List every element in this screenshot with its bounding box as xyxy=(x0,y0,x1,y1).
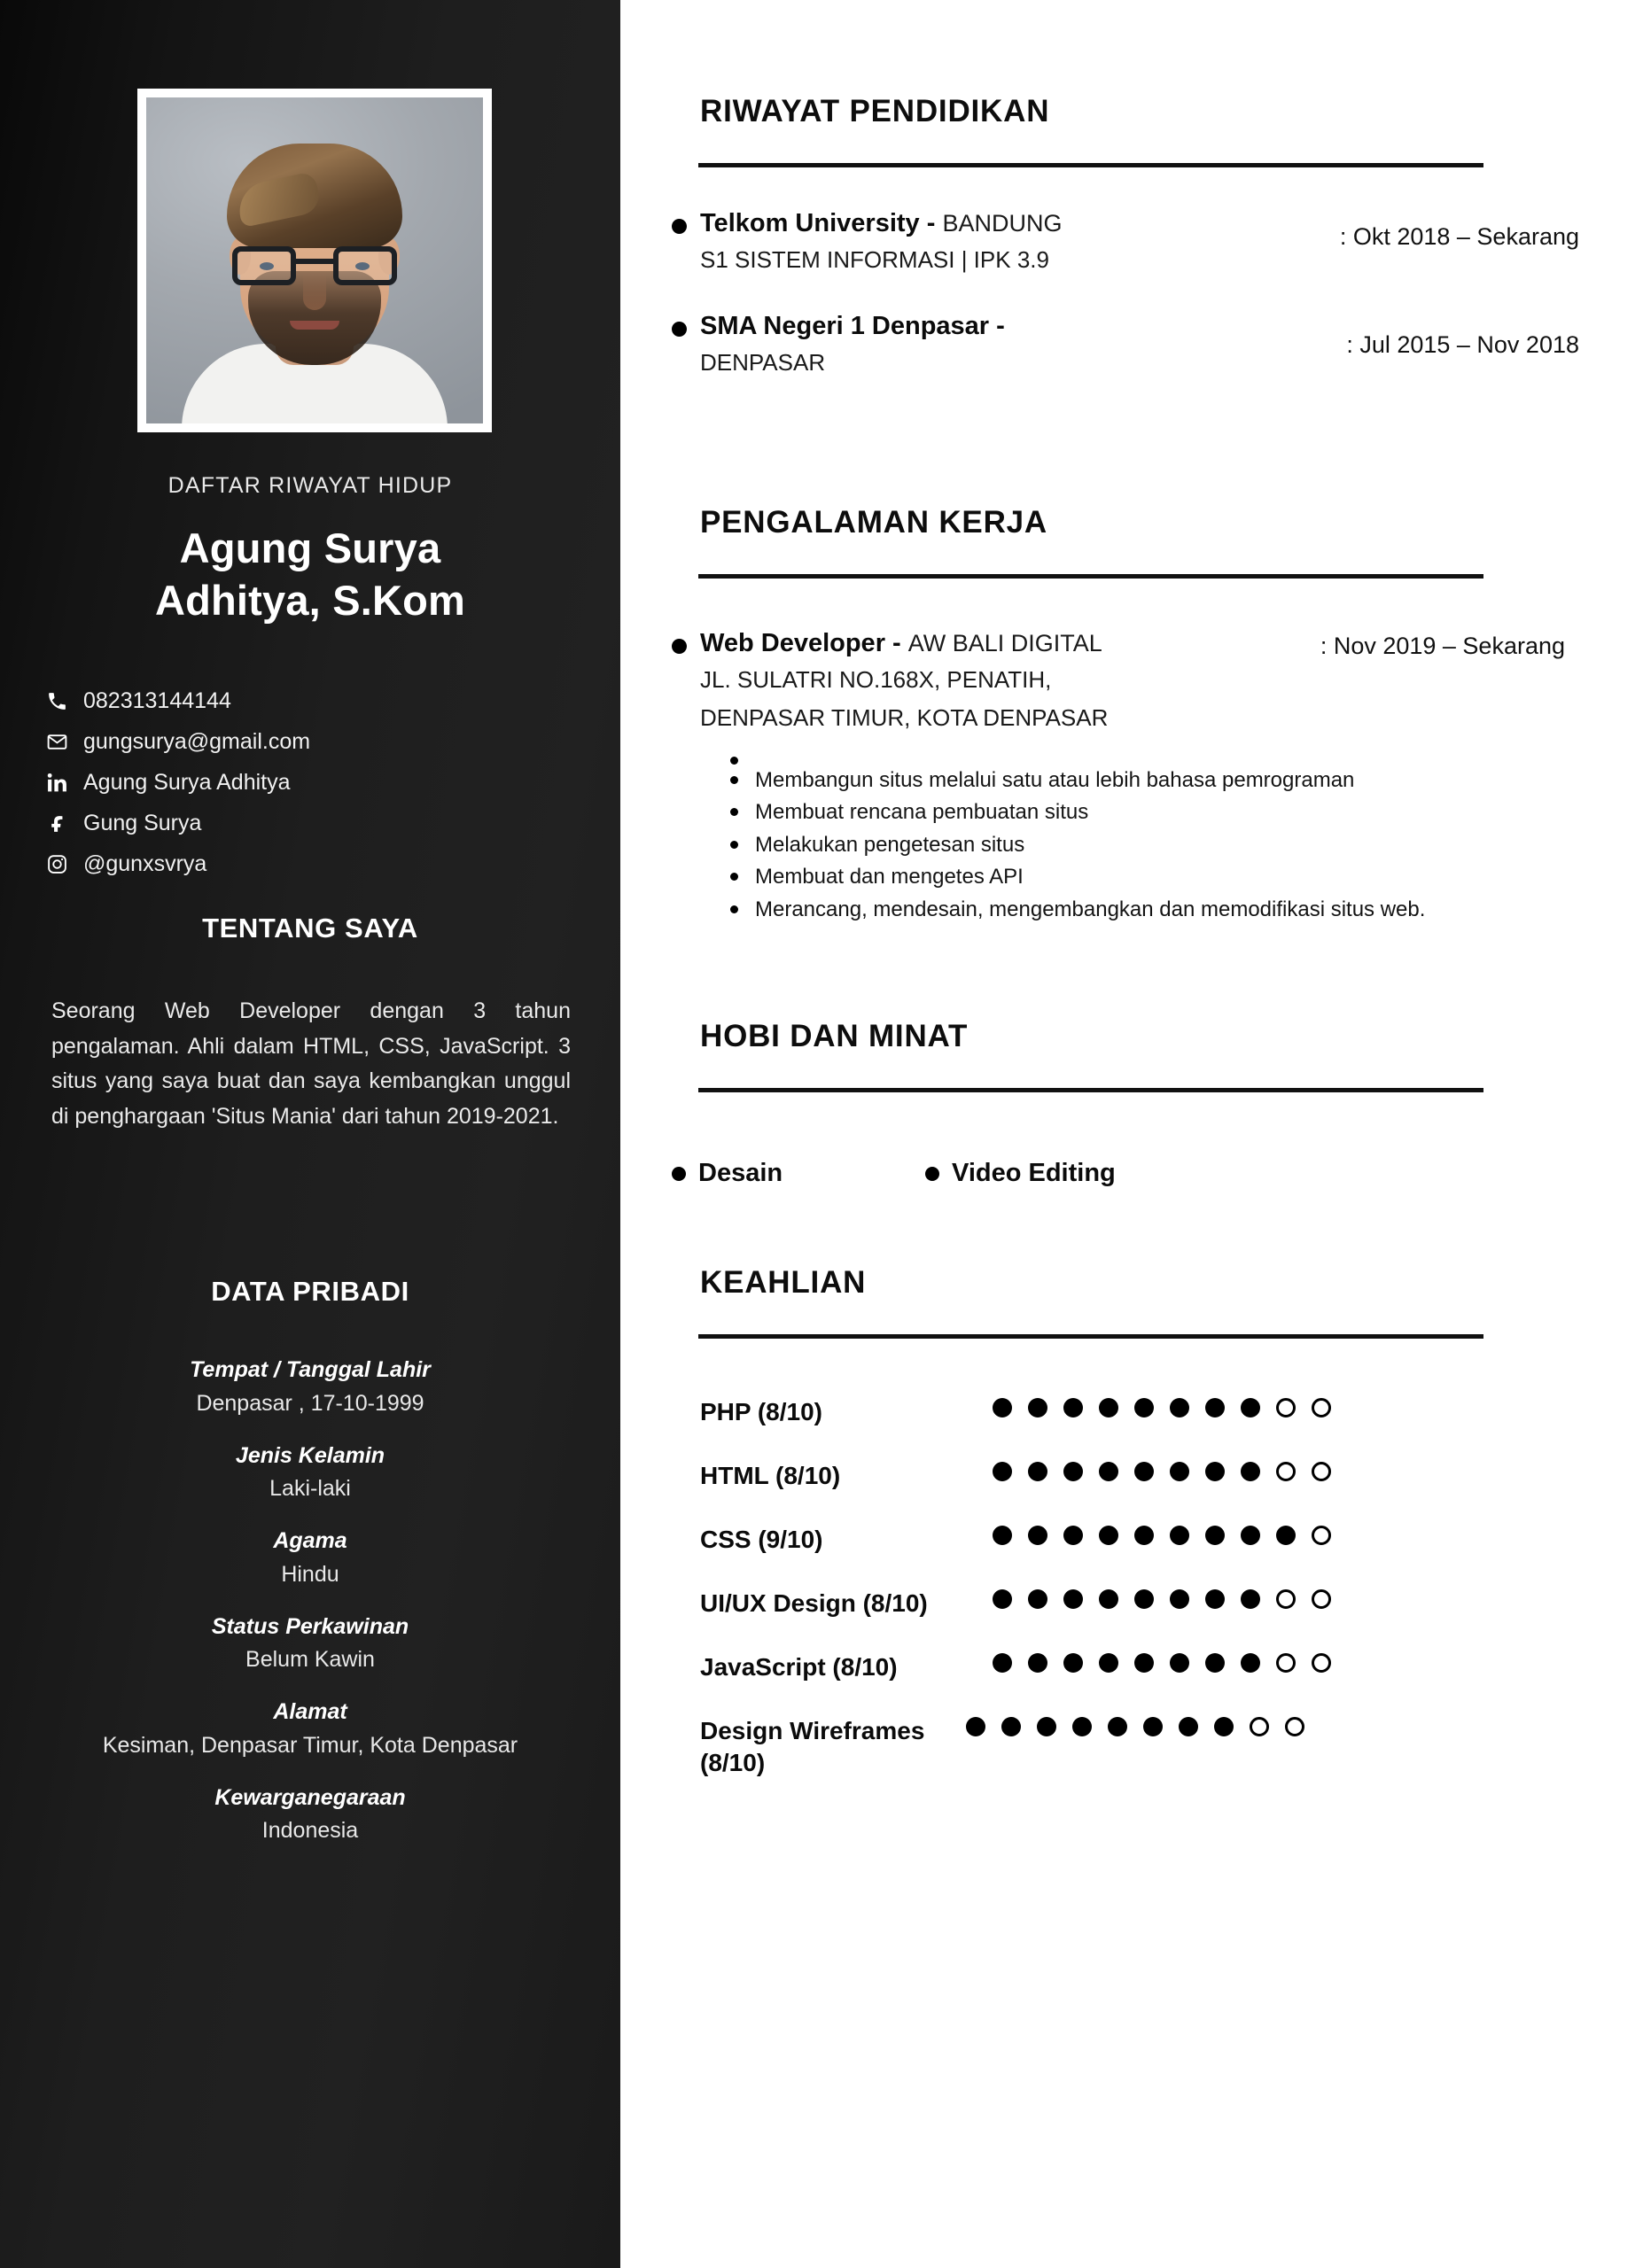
personal-label-birth: Tempat / Tanggal Lahir xyxy=(190,1357,431,1382)
duty-item: Membangun situs melalui satu atau lebih bahasa pemrograman xyxy=(725,765,1611,796)
personal-label-address: Alamat xyxy=(273,1699,347,1724)
experience-duties-list xyxy=(725,745,1611,926)
rating-dot-filled xyxy=(1028,1526,1047,1545)
contact-linkedin-value: Agung Surya Adhitya xyxy=(83,769,291,795)
candidate-name-line2: Adhitya, S.Kom xyxy=(154,576,466,624)
skills-rule xyxy=(698,1334,1483,1339)
bullet-icon xyxy=(672,219,687,234)
personal-data-list xyxy=(0,1354,620,1867)
rating-dot-filled xyxy=(1205,1653,1225,1673)
rating-dot-filled xyxy=(1063,1589,1083,1609)
rating-dot-filled xyxy=(993,1526,1012,1545)
contact-facebook[interactable] xyxy=(46,803,578,843)
bullet-icon xyxy=(672,639,687,654)
hobbies-rule xyxy=(698,1088,1483,1092)
bullet-icon xyxy=(672,1167,686,1181)
rating-dot-filled xyxy=(1241,1526,1260,1545)
rating-dot-empty xyxy=(1312,1526,1331,1545)
rating-dot-filled xyxy=(966,1717,985,1736)
skill-row-uiux xyxy=(700,1584,1586,1625)
contact-phone-value: 082313144144 xyxy=(83,687,231,713)
contact-list xyxy=(46,680,578,884)
rating-dot-filled xyxy=(1099,1653,1118,1673)
duty-item: Melakukan pengetesan situs xyxy=(725,829,1611,861)
skill-row-javascript xyxy=(700,1648,1586,1689)
linkedin-icon xyxy=(46,772,83,794)
experience-heading: PENGALAMAN KERJA xyxy=(700,505,1047,540)
rating-dot-filled xyxy=(1214,1717,1234,1736)
rating-dot-filled xyxy=(993,1653,1012,1673)
personal-data-item xyxy=(0,1440,620,1506)
photo-glasses-bridge xyxy=(296,259,333,264)
bullet-icon xyxy=(672,322,687,337)
rating-dot-filled xyxy=(1063,1526,1083,1545)
education-rule xyxy=(698,163,1483,167)
skill-row-wireframes xyxy=(700,1712,1586,1779)
personal-data-item xyxy=(0,1782,620,1848)
hobby-item-video-editing xyxy=(925,1159,1116,1188)
education-title-highschool: SMA Negeri 1 Denpasar - xyxy=(700,312,1005,340)
skill-rating-wireframes xyxy=(966,1712,1304,1736)
rating-dot-filled xyxy=(1099,1589,1118,1609)
rating-dot-empty xyxy=(1285,1717,1304,1736)
duty-item xyxy=(725,745,1611,765)
personal-label-religion: Agama xyxy=(273,1528,347,1553)
personal-label-nationality: Kewarganegaraan xyxy=(214,1784,406,1810)
rating-dot-filled xyxy=(1205,1589,1225,1609)
personal-label-marital: Status Perkawinan xyxy=(211,1613,409,1639)
personal-data-item xyxy=(0,1354,620,1420)
rating-dot-filled xyxy=(1134,1462,1154,1481)
rating-dot-filled xyxy=(1134,1653,1154,1673)
rating-dot-filled xyxy=(1179,1717,1198,1736)
rating-dot-empty xyxy=(1312,1589,1331,1609)
skill-label-javascript: JavaScript (8/10) xyxy=(700,1653,898,1681)
instagram-icon xyxy=(46,853,83,875)
candidate-name xyxy=(0,523,620,627)
about-text: Seorang Web Developer dengan 3 tahun pengalaman. Ahli dalam HTML, CSS, JavaScript. 3 situs yang saya buat dan saya kembangkan unggul di penghargaan 'Situs Mania' dari tahun 2019-2021. xyxy=(51,998,571,1129)
personal-value-marital: Belum Kawin xyxy=(245,1647,375,1672)
experience-address-line2: DENPASAR TIMUR, KOTA DENPASAR xyxy=(700,703,1109,731)
rating-dot-filled xyxy=(1241,1398,1260,1418)
rating-dot-empty xyxy=(1276,1398,1296,1418)
rating-dot-filled xyxy=(1099,1398,1118,1418)
skills-list xyxy=(700,1393,1586,1802)
rating-dot-filled xyxy=(1170,1589,1189,1609)
education-date-highschool: : Jul 2015 – Nov 2018 xyxy=(1346,331,1579,358)
skill-row-html xyxy=(700,1456,1586,1497)
rating-dot-filled xyxy=(1028,1653,1047,1673)
candidate-name-line1: Agung Surya xyxy=(179,524,441,571)
hobbies-heading: HOBI DAN MINAT xyxy=(700,1019,969,1053)
hobbies-list xyxy=(672,1159,1116,1188)
education-sub-university: S1 SISTEM INFORMASI | IPK 3.9 xyxy=(700,246,1049,273)
rating-dot-filled xyxy=(1170,1462,1189,1481)
rating-dot-empty xyxy=(1276,1589,1296,1609)
experience-title: Web Developer - xyxy=(700,629,908,657)
skill-label-uiux: UI/UX Design (8/10) xyxy=(700,1589,928,1617)
duty-item: Membuat rencana pembuatan situs xyxy=(725,796,1611,828)
skills-heading: KEAHLIAN xyxy=(700,1265,867,1300)
skill-rating-javascript xyxy=(993,1648,1331,1673)
skill-label-wireframes: Design Wireframes (8/10) xyxy=(700,1717,925,1776)
rating-dot-filled xyxy=(1134,1589,1154,1609)
rating-dot-filled xyxy=(1063,1653,1083,1673)
main-content xyxy=(620,0,1643,2268)
contact-email-value: gungsurya@gmail.com xyxy=(83,728,311,754)
photo-lens-right xyxy=(333,246,397,285)
rating-dot-empty xyxy=(1276,1653,1296,1673)
skill-rating-uiux xyxy=(993,1584,1331,1609)
education-org-university: BANDUNG xyxy=(942,210,1063,237)
personal-data-item xyxy=(0,1696,620,1762)
rating-dot-filled xyxy=(1001,1717,1021,1736)
personal-data-item xyxy=(0,1525,620,1591)
rating-dot-filled xyxy=(1143,1717,1163,1736)
rating-dot-filled xyxy=(1170,1398,1189,1418)
rating-dot-filled xyxy=(1241,1653,1260,1673)
hobby-label-desain: Desain xyxy=(698,1159,783,1187)
rating-dot-filled xyxy=(1170,1653,1189,1673)
rating-dot-filled xyxy=(1241,1462,1260,1481)
rating-dot-filled xyxy=(1028,1589,1047,1609)
hobby-item-desain xyxy=(672,1159,925,1188)
rating-dot-filled xyxy=(1037,1717,1056,1736)
photo-nose xyxy=(303,273,326,310)
bullet-icon xyxy=(925,1167,939,1181)
photo-lens-left xyxy=(232,246,296,285)
rating-dot-filled xyxy=(993,1589,1012,1609)
rating-dot-filled xyxy=(993,1398,1012,1418)
contact-facebook-value: Gung Surya xyxy=(83,810,202,835)
rating-dot-filled xyxy=(1170,1526,1189,1545)
rating-dot-filled xyxy=(1028,1398,1047,1418)
rating-dot-filled xyxy=(1028,1462,1047,1481)
skill-rating-css xyxy=(993,1520,1331,1545)
hobby-label-video-editing: Video Editing xyxy=(952,1159,1116,1187)
experience-org: AW BALI DIGITAL xyxy=(907,630,1102,656)
education-heading: RIWAYAT PENDIDIKAN xyxy=(700,94,1050,128)
rating-dot-filled xyxy=(1276,1526,1296,1545)
profile-photo xyxy=(146,97,483,423)
photo-mouth xyxy=(290,321,339,330)
contact-email[interactable] xyxy=(46,721,578,762)
rating-dot-empty xyxy=(1312,1398,1331,1418)
rating-dot-filled xyxy=(1108,1717,1127,1736)
education-date-university: : Okt 2018 – Sekarang xyxy=(1339,223,1579,250)
rating-dot-filled xyxy=(1205,1526,1225,1545)
rating-dot-filled xyxy=(1205,1398,1225,1418)
contact-instagram[interactable] xyxy=(46,843,578,884)
sidebar xyxy=(0,0,620,2268)
rating-dot-filled xyxy=(1072,1717,1092,1736)
phone-icon xyxy=(46,690,83,712)
personal-value-gender: Laki-laki xyxy=(269,1476,351,1501)
skill-label-php: PHP (8/10) xyxy=(700,1398,822,1425)
personal-data-item xyxy=(0,1611,620,1677)
personal-value-nationality: Indonesia xyxy=(261,1818,359,1843)
contact-linkedin[interactable] xyxy=(46,762,578,803)
rating-dot-filled xyxy=(1134,1526,1154,1545)
education-entry-highschool xyxy=(672,312,1611,379)
experience-address-line1: JL. SULATRI NO.168X, PENATIH, xyxy=(700,666,1052,693)
skill-label-css: CSS (9/10) xyxy=(700,1526,823,1553)
personal-data-heading: DATA PRIBADI xyxy=(211,1276,409,1307)
rating-dot-empty xyxy=(1312,1653,1331,1673)
skill-row-css xyxy=(700,1520,1586,1561)
skill-rating-html xyxy=(993,1456,1331,1481)
rating-dot-filled xyxy=(1241,1589,1260,1609)
rating-dot-filled xyxy=(993,1462,1012,1481)
personal-value-birth: Denpasar , 17-10-1999 xyxy=(196,1390,424,1416)
skill-rating-php xyxy=(993,1393,1331,1418)
education-entry-university xyxy=(672,209,1611,276)
rating-dot-empty xyxy=(1250,1717,1269,1736)
duty-item: Membuat dan mengetes API xyxy=(725,861,1611,893)
rating-dot-filled xyxy=(1099,1526,1118,1545)
rating-dot-filled xyxy=(1063,1398,1083,1418)
contact-phone[interactable] xyxy=(46,680,578,721)
cv-kicker: DAFTAR RIWAYAT HIDUP xyxy=(167,473,453,498)
experience-rule xyxy=(698,574,1483,579)
skill-label-html: HTML (8/10) xyxy=(700,1462,841,1489)
rating-dot-filled xyxy=(1205,1462,1225,1481)
personal-value-religion: Hindu xyxy=(281,1561,339,1587)
envelope-icon xyxy=(46,731,83,753)
duty-item: Merancang, mendesain, mengembangkan dan memodifikasi situs web. xyxy=(725,894,1535,926)
personal-label-gender: Jenis Kelamin xyxy=(235,1442,385,1468)
rating-dot-filled xyxy=(1134,1398,1154,1418)
education-sub-highschool: DENPASAR xyxy=(700,349,826,376)
experience-date: : Nov 2019 – Sekarang xyxy=(1320,633,1565,659)
skill-row-php xyxy=(700,1393,1586,1433)
rating-dot-filled xyxy=(1099,1462,1118,1481)
experience-entry xyxy=(672,629,1611,926)
rating-dot-empty xyxy=(1276,1462,1296,1481)
education-title-university: Telkom University - xyxy=(700,209,943,237)
rating-dot-empty xyxy=(1312,1462,1331,1481)
personal-value-address: Kesiman, Denpasar Timur, Kota Denpasar xyxy=(102,1732,518,1758)
facebook-icon xyxy=(46,812,83,835)
contact-instagram-value: @gunxsvrya xyxy=(83,850,207,876)
rating-dot-filled xyxy=(1063,1462,1083,1481)
about-heading: TENTANG SAYA xyxy=(202,913,418,944)
profile-photo-frame xyxy=(137,89,492,432)
